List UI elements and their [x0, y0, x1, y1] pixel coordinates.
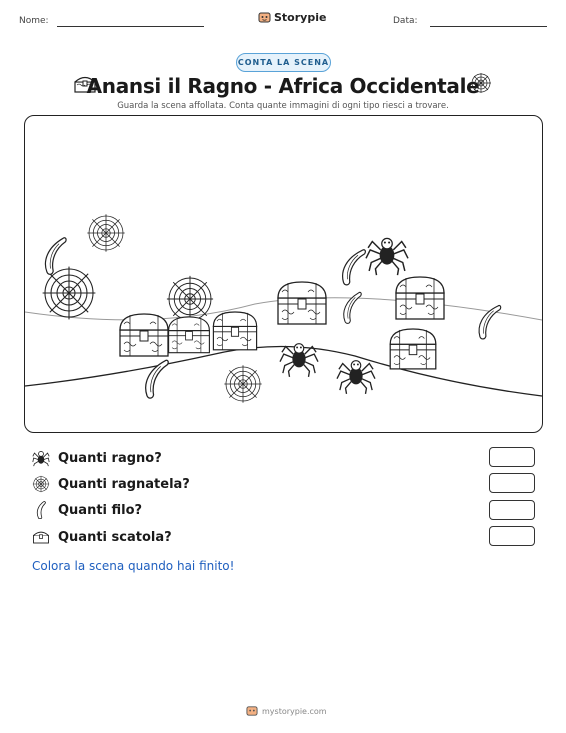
date-line[interactable] — [430, 26, 547, 27]
treasure-chest-icon — [213, 312, 256, 350]
treasure-chest-icon — [120, 314, 168, 356]
spider-icon — [32, 449, 50, 467]
name-line[interactable] — [57, 26, 204, 27]
treasure-chest-icon — [390, 329, 436, 369]
activity-badge: CONTA LA SCENA — [236, 53, 331, 72]
question-text: Quanti ragno? — [58, 450, 162, 466]
treasure-chest-icon — [32, 528, 50, 546]
treasure-chest-icon — [278, 282, 326, 324]
question-text: Quanti scatola? — [58, 529, 172, 545]
scene-illustration — [25, 116, 542, 432]
question-text: Quanti ragnatela? — [58, 476, 190, 492]
footer-url[interactable]: mystorypie.com — [262, 706, 327, 716]
counting-scene — [24, 115, 543, 433]
storypie-logo-icon — [258, 11, 271, 24]
treasure-chest-icon — [169, 317, 210, 353]
answer-box-spider[interactable] — [489, 447, 535, 467]
question-row — [32, 501, 142, 519]
answer-box-web[interactable] — [489, 473, 535, 493]
name-label: Nome: — [19, 16, 49, 26]
thread-icon — [477, 302, 502, 341]
treasure-chest-icon — [396, 277, 444, 319]
spider-web-icon — [167, 276, 213, 322]
thread-icon — [143, 357, 168, 400]
question-row — [32, 528, 172, 546]
thread-icon — [342, 290, 361, 325]
storypie-logo-icon — [246, 705, 258, 717]
question-text: Quanti filo? — [58, 502, 143, 518]
spider-web-icon — [224, 365, 261, 402]
answer-box-chest[interactable] — [489, 526, 535, 546]
page-subtitle: Guarda la scena affollata. Conta quante immagini di ogni tipo riesci a trovare. — [117, 101, 449, 111]
thread-icon — [32, 501, 50, 519]
spider-web-icon — [32, 475, 50, 493]
page-title: Anansi il Ragno - Africa Occidentale — [86, 74, 480, 98]
answer-box-thread[interactable] — [489, 500, 535, 520]
brand-name: Storypie — [274, 11, 327, 24]
spider-icon — [337, 361, 375, 394]
footer — [246, 705, 327, 717]
spider-web-icon — [87, 214, 124, 251]
color-instruction: Colora la scena quando hai finito! — [32, 559, 235, 573]
spider-web-icon — [470, 72, 492, 94]
question-row — [32, 475, 190, 493]
spider-icon — [366, 238, 408, 275]
thread-icon — [340, 246, 366, 287]
brand-logo — [258, 11, 326, 24]
question-row — [32, 449, 162, 467]
date-label: Data: — [393, 16, 418, 26]
